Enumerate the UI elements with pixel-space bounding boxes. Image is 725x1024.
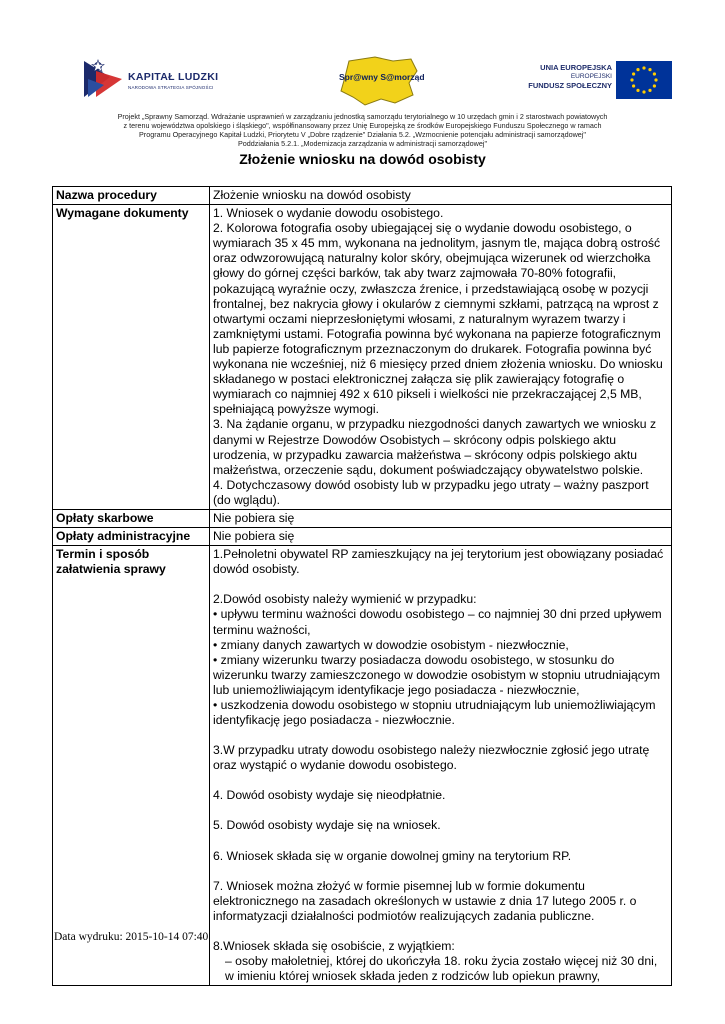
logo-bar [0, 55, 725, 110]
row-value: Nie pobiera się [210, 528, 672, 546]
table-row-stamp-fees [53, 509, 672, 527]
row-value [210, 546, 672, 986]
table-row-procedure-terms [53, 546, 672, 986]
term-bullet: – osoby małoletniej, której do ukończyła 18. roku życia zostało więcej niż 30 dni, w imieniu której wniosek składa jeden z rodziców lub opiekun prawny, [225, 954, 658, 984]
ue-line-3: FUNDUSZ SPOŁECZNY [528, 81, 612, 90]
term-bullet: • zmiany wizerunku twarzy posiadacza dowodu osobistego, w stosunku do wizerunku twarzy zamieszczonego w dowodzie osobistym w stopniu utrudniającym lub uniemożliwiającym identyfikacje jego posiadacza - niezwłocznie, [213, 652, 661, 697]
table-row-required-documents [53, 205, 672, 510]
print-date: Data wydruku: 2015-10-14 07:40 [54, 931, 209, 943]
row-label: Wymagane dokumenty [53, 205, 210, 510]
row-value: Nie pobiera się [210, 509, 672, 527]
term-paragraph: 2.Dowód osobisty należy wymienić w przypadku: [213, 592, 477, 607]
table-row-procedure-name [53, 187, 672, 205]
kapital-ludzki-subtitle: NARODOWA STRATEGIA SPÓJNOŚCI [128, 85, 214, 90]
kapital-ludzki-title: KAPITAŁ LUDZKI [128, 71, 219, 83]
term-paragraph: 7. Wniosek można złożyć w formie pisemnej lub w formie dokumentu elektronicznego na zasadach określonych w ustawie z dnia 17 lutego 2005 r. o informatyzacji działalności podmiotów realizujących zadania publiczne. [213, 878, 637, 923]
row-label: Opłaty skarbowe [53, 509, 210, 527]
term-bullet: • zmiany danych zawartych w dowodzie osobistym - niezwłocznie, [213, 637, 569, 652]
document-item: 4. Dotychczasowy dowód osobisty lub w przypadku jego utraty – ważny paszport (do wglądu). [213, 477, 649, 507]
eu-flag-icon [616, 61, 672, 99]
samorzad-logo-text: Spr@wny S@morząd [339, 72, 425, 82]
project-info-line: Programu Operacyjnego Kapitał Ludzki, Priorytetu V „Dobre rządzenie" Działania 5.2. „Wzmocnienie potencjału administracji samorządowej" [139, 130, 586, 139]
term-paragraph: 6. Wniosek składa się w organie dowolnej gminy na terytorium RP. [213, 848, 572, 863]
row-label: Termin i sposób załatwienia sprawy [53, 546, 210, 986]
table-row-admin-fees [53, 528, 672, 546]
term-paragraph: 8.Wniosek składa się osobiście, z wyjątkiem: [213, 938, 455, 953]
term-bullet: • uszkodzenia dowodu osobistego w stopniu utrudniającym lub uniemożliwiającym identyfikację jego posiadacza - niezwłocznie. [213, 698, 656, 728]
term-paragraph: 3.W przypadku utraty dowodu osobistego należy niezwłocznie zgłosić jego utratę oraz wystąpić o wydanie dowodu osobistego. [213, 743, 650, 773]
ue-line-1: UNIA EUROPEJSKA [540, 63, 612, 72]
row-value [210, 205, 672, 510]
document-item: 3. Na żądanie organu, w przypadku niezgodności danych zawartych we wniosku z danymi w Rejestrze Dowodów Osobistych – skrócony odpis polskiego aktu urodzenia, w przypadku zawarcia małżeństwa – skrócony odpis polskiego aktu małżeństwa, orzeczenie sądu, dokument poświadczający obywatelstwo polskie. [213, 417, 657, 477]
document-item: 1. Wniosek o wydanie dowodu osobistego. [213, 206, 444, 221]
project-info-line: Poddziałania 5.2.1. „Modernizacja zarządzania w administracji samorządowej" [237, 139, 488, 148]
kapital-ludzki-emblem-icon [82, 57, 124, 101]
term-bullet: • upływu terminu ważności dowodu osobistego – co najmniej 30 dni przed upływem terminu ważności, [213, 607, 662, 637]
ue-efs-logo [527, 61, 672, 101]
document-item: 2. Kolorowa fotografia osoby ubiegającej się o wydanie dowodu osobistego, o wymiarach 35 x 45 mm, wykonana na jednolitym, jasnym tle, mająca dobrą ostrość oraz odwzorowującą naturalny kolor skóry, obejmująca wizerunek od wierzchołka głowy do górnej części barków, tak aby twarz zajmowała 70-80% fotografii, pokazującą wyraźnie oczy, zwłaszcza źrenice, i przedstawiającą osobę w pozycji frontalnej, bez nakrycia głowy i okularów z ciemnymi szkłami, patrzącą na wprost z otwartymi oczami nieprzesłoniętymi włosami, z naturalnym wyrazem twarzy i zamkniętymi ustami. Fotografia powinna być wykonana na papierze fotograficznym lub papierze fotograficznym przeznaczonym do drukarek. Fotografia powinna być wykonana nie wcześniej, niż 6 miesięcy przed dniem złożenia wniosku. Do wniosku składanego w postaci elektronicznej załącza się plik zawierający fotografię o wymiarach co najmniej 492 x 610 pikseli i wielkości nie przekraczającej 2,5 MB, spełniającą powyższe wymogi. [213, 221, 663, 417]
sprawny-samorzad-logo [335, 55, 425, 107]
term-paragraph: 5. Dowód osobisty wydaje się na wniosek. [213, 818, 441, 833]
row-label: Opłaty administracyjne [53, 528, 210, 546]
project-info [70, 112, 655, 148]
project-info-line: z terenu województwa opolskiego i śląskiego", współfinansowany przez Unię Europejską ze środków Europejskiego Funduszu Społecznego w ramach [123, 121, 602, 130]
page-title: Złożenie wniosku na dowód osobisty [239, 151, 486, 167]
ue-text-block [528, 63, 612, 90]
project-info-line: Projekt „Sprawny Samorząd. Wdrażanie usprawnień w zarządzaniu jednostką samorządu terytorialnego w 10 urzędach gmin i 2 starostwach powiatowych [117, 112, 608, 121]
term-paragraph: 1.Pełnoletni obywatel RP zamieszkujący na jej terytorium jest obowiązany posiadać dowód osobisty. [213, 547, 664, 577]
kapital-ludzki-logo [82, 57, 242, 101]
row-label: Nazwa procedury [53, 187, 210, 205]
row-value: Złożenie wniosku na dowód osobisty [210, 187, 672, 205]
term-paragraph: 4. Dowód osobisty wydaje się nieodpłatnie. [213, 788, 446, 803]
procedure-table [52, 186, 672, 986]
ue-line-2: EUROPEJSKI [570, 73, 612, 80]
